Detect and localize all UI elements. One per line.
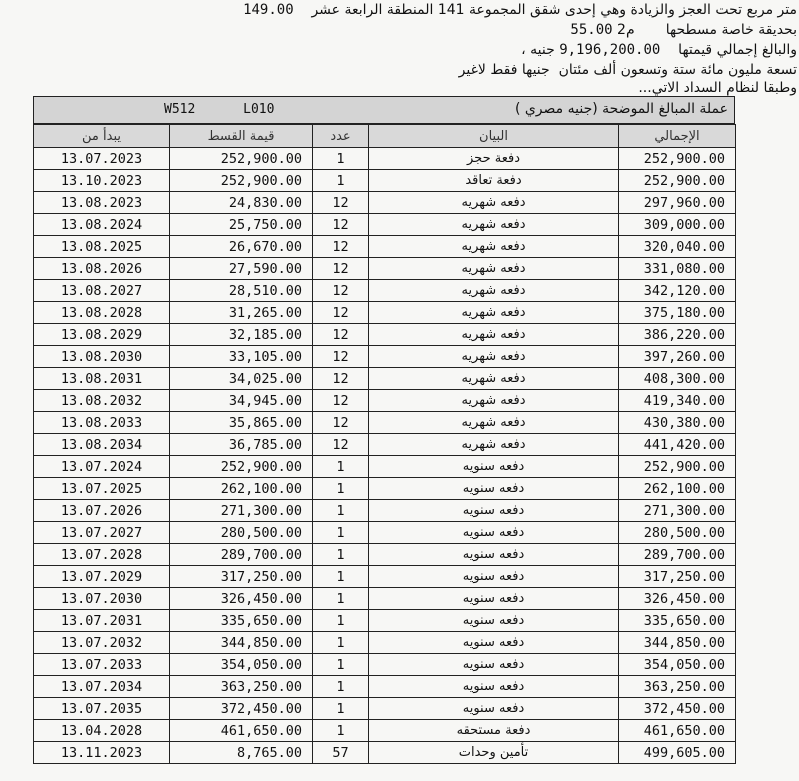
cell-statement: دفعه شهريه bbox=[369, 390, 619, 412]
header-line1-text: متر مربع تحت العجز والزيادة وهي إحدى شقق المجموعة 141 المنطقة الرابعة عشر bbox=[311, 2, 797, 18]
col-total: الإجمالي bbox=[619, 125, 736, 148]
col-statement: البيان bbox=[369, 125, 619, 148]
cell-statement: دفعه شهريه bbox=[369, 258, 619, 280]
cell-count: 1 bbox=[313, 456, 369, 478]
cell-total: 262,100.00 bbox=[619, 478, 736, 500]
payment-schedule bbox=[33, 96, 735, 764]
table-row bbox=[34, 434, 736, 456]
cell-installment: 280,500.00 bbox=[170, 522, 313, 544]
cell-total: 363,250.00 bbox=[619, 676, 736, 698]
cell-start: 13.07.2023 bbox=[34, 148, 170, 170]
table-row bbox=[34, 236, 736, 258]
cell-count: 1 bbox=[313, 148, 369, 170]
table-row bbox=[34, 346, 736, 368]
cell-installment: 31,265.00 bbox=[170, 302, 313, 324]
cell-statement: دفعه سنويه bbox=[369, 654, 619, 676]
header-total-unit: جنيه ، bbox=[521, 42, 555, 58]
cell-statement: دفعه شهريه bbox=[369, 368, 619, 390]
table-row bbox=[34, 654, 736, 676]
cell-installment: 262,100.00 bbox=[170, 478, 313, 500]
cell-installment: 34,025.00 bbox=[170, 368, 313, 390]
cell-total: 386,220.00 bbox=[619, 324, 736, 346]
table-row bbox=[34, 412, 736, 434]
header-garden-value: 55.00 bbox=[570, 22, 613, 38]
cell-total: 419,340.00 bbox=[619, 390, 736, 412]
cell-statement: دفعة حجز bbox=[369, 148, 619, 170]
table-row bbox=[34, 258, 736, 280]
cell-statement: دفعة تعاقد bbox=[369, 170, 619, 192]
cell-count: 12 bbox=[313, 214, 369, 236]
cell-total: 344,850.00 bbox=[619, 632, 736, 654]
unit-codes bbox=[164, 102, 274, 117]
table-row bbox=[34, 566, 736, 588]
cell-installment: 271,300.00 bbox=[170, 500, 313, 522]
cell-statement: دفعه شهريه bbox=[369, 214, 619, 236]
table-row bbox=[34, 544, 736, 566]
header-line-2 bbox=[570, 22, 797, 38]
table-row bbox=[34, 676, 736, 698]
cell-total: 280,500.00 bbox=[619, 522, 736, 544]
cell-total: 461,650.00 bbox=[619, 720, 736, 742]
cell-start: 13.11.2023 bbox=[34, 742, 170, 764]
cell-count: 12 bbox=[313, 324, 369, 346]
cell-installment: 461,650.00 bbox=[170, 720, 313, 742]
cell-installment: 28,510.00 bbox=[170, 280, 313, 302]
cell-statement: دفعه شهريه bbox=[369, 280, 619, 302]
cell-start: 13.07.2034 bbox=[34, 676, 170, 698]
cell-count: 1 bbox=[313, 522, 369, 544]
table-row bbox=[34, 720, 736, 742]
col-count: عدد bbox=[313, 125, 369, 148]
cell-start: 13.08.2027 bbox=[34, 280, 170, 302]
cell-statement: دفعة مستحقه bbox=[369, 720, 619, 742]
cell-total: 317,250.00 bbox=[619, 566, 736, 588]
code-left: W512 bbox=[164, 102, 196, 117]
table-row bbox=[34, 170, 736, 192]
currency-label: عملة المبالغ الموضحة (جنيه مصري ) bbox=[514, 101, 728, 117]
cell-count: 12 bbox=[313, 258, 369, 280]
table-title-bar bbox=[33, 96, 735, 124]
cell-statement: دفعه سنويه bbox=[369, 676, 619, 698]
table-row bbox=[34, 302, 736, 324]
cell-start: 13.04.2028 bbox=[34, 720, 170, 742]
header-area-value: 149.00 bbox=[243, 2, 294, 18]
cell-total: 297,960.00 bbox=[619, 192, 736, 214]
cell-count: 12 bbox=[313, 192, 369, 214]
cell-total: 342,120.00 bbox=[619, 280, 736, 302]
cell-statement: دفعه سنويه bbox=[369, 698, 619, 720]
cell-installment: 354,050.00 bbox=[170, 654, 313, 676]
cell-installment: 372,450.00 bbox=[170, 698, 313, 720]
cell-total: 331,080.00 bbox=[619, 258, 736, 280]
cell-total: 375,180.00 bbox=[619, 302, 736, 324]
cell-total: 499,605.00 bbox=[619, 742, 736, 764]
col-start: يبدأ من bbox=[34, 125, 170, 148]
cell-start: 13.08.2028 bbox=[34, 302, 170, 324]
table-header-row bbox=[34, 125, 736, 148]
cell-start: 13.08.2034 bbox=[34, 434, 170, 456]
cell-count: 12 bbox=[313, 236, 369, 258]
cell-statement: دفعه شهريه bbox=[369, 192, 619, 214]
col-installment: قيمة القسط bbox=[170, 125, 313, 148]
table-row bbox=[34, 456, 736, 478]
table-row bbox=[34, 478, 736, 500]
cell-statement: دفعه شهريه bbox=[369, 346, 619, 368]
cell-count: 12 bbox=[313, 434, 369, 456]
cell-count: 12 bbox=[313, 280, 369, 302]
cell-installment: 289,700.00 bbox=[170, 544, 313, 566]
cell-installment: 363,250.00 bbox=[170, 676, 313, 698]
cell-count: 1 bbox=[313, 170, 369, 192]
header-line-1 bbox=[243, 2, 797, 18]
cell-total: 354,050.00 bbox=[619, 654, 736, 676]
cell-total: 289,700.00 bbox=[619, 544, 736, 566]
cell-start: 13.08.2030 bbox=[34, 346, 170, 368]
cell-installment: 25,750.00 bbox=[170, 214, 313, 236]
cell-total: 320,040.00 bbox=[619, 236, 736, 258]
cell-count: 1 bbox=[313, 544, 369, 566]
cell-start: 13.08.2026 bbox=[34, 258, 170, 280]
cell-start: 13.07.2025 bbox=[34, 478, 170, 500]
cell-start: 13.07.2029 bbox=[34, 566, 170, 588]
cell-count: 1 bbox=[313, 720, 369, 742]
header-total-value: 9,196,200.00 bbox=[559, 42, 661, 58]
cell-total: 309,000.00 bbox=[619, 214, 736, 236]
cell-statement: دفعه شهريه bbox=[369, 236, 619, 258]
cell-statement: دفعه سنويه bbox=[369, 500, 619, 522]
cell-count: 1 bbox=[313, 698, 369, 720]
header-line2-text: بحديقة خاصة مسطحها bbox=[665, 22, 797, 38]
table-row bbox=[34, 742, 736, 764]
cell-statement: دفعه سنويه bbox=[369, 566, 619, 588]
cell-start: 13.07.2032 bbox=[34, 632, 170, 654]
cell-count: 1 bbox=[313, 588, 369, 610]
cell-start: 13.07.2035 bbox=[34, 698, 170, 720]
cell-start: 13.07.2031 bbox=[34, 610, 170, 632]
header-line3-text: والبالغ إجمالي قيمتها bbox=[678, 42, 797, 58]
cell-count: 57 bbox=[313, 742, 369, 764]
cell-total: 326,450.00 bbox=[619, 588, 736, 610]
cell-statement: دفعه سنويه bbox=[369, 588, 619, 610]
cell-statement: دفعه سنويه bbox=[369, 610, 619, 632]
cell-count: 1 bbox=[313, 478, 369, 500]
cell-statement: دفعه شهريه bbox=[369, 324, 619, 346]
cell-start: 13.07.2033 bbox=[34, 654, 170, 676]
cell-installment: 252,900.00 bbox=[170, 170, 313, 192]
cell-start: 13.08.2033 bbox=[34, 412, 170, 434]
cell-start: 13.08.2023 bbox=[34, 192, 170, 214]
cell-count: 12 bbox=[313, 302, 369, 324]
table-row bbox=[34, 192, 736, 214]
cell-installment: 8,765.00 bbox=[170, 742, 313, 764]
cell-total: 430,380.00 bbox=[619, 412, 736, 434]
table-row bbox=[34, 698, 736, 720]
header-line-5: وطبقا لنظام السداد الاتي... bbox=[638, 80, 797, 96]
cell-installment: 32,185.00 bbox=[170, 324, 313, 346]
cell-start: 13.08.2029 bbox=[34, 324, 170, 346]
cell-total: 252,900.00 bbox=[619, 456, 736, 478]
cell-total: 252,900.00 bbox=[619, 148, 736, 170]
cell-start: 13.07.2027 bbox=[34, 522, 170, 544]
cell-statement: دفعه سنويه bbox=[369, 456, 619, 478]
cell-count: 12 bbox=[313, 368, 369, 390]
cell-installment: 24,830.00 bbox=[170, 192, 313, 214]
cell-installment: 252,900.00 bbox=[170, 456, 313, 478]
cell-total: 271,300.00 bbox=[619, 500, 736, 522]
cell-total: 252,900.00 bbox=[619, 170, 736, 192]
cell-installment: 335,650.00 bbox=[170, 610, 313, 632]
cell-total: 397,260.00 bbox=[619, 346, 736, 368]
cell-installment: 26,670.00 bbox=[170, 236, 313, 258]
cell-count: 1 bbox=[313, 566, 369, 588]
table-row bbox=[34, 214, 736, 236]
cell-count: 12 bbox=[313, 412, 369, 434]
cell-count: 1 bbox=[313, 676, 369, 698]
table-row bbox=[34, 368, 736, 390]
table-row bbox=[34, 280, 736, 302]
cell-start: 13.10.2023 bbox=[34, 170, 170, 192]
cell-installment: 34,945.00 bbox=[170, 390, 313, 412]
cell-count: 12 bbox=[313, 346, 369, 368]
schedule-table bbox=[33, 124, 736, 764]
cell-start: 13.08.2031 bbox=[34, 368, 170, 390]
table-row bbox=[34, 390, 736, 412]
cell-start: 13.08.2032 bbox=[34, 390, 170, 412]
table-row bbox=[34, 610, 736, 632]
cell-total: 372,450.00 bbox=[619, 698, 736, 720]
cell-total: 408,300.00 bbox=[619, 368, 736, 390]
cell-count: 1 bbox=[313, 654, 369, 676]
cell-start: 13.08.2025 bbox=[34, 236, 170, 258]
table-row bbox=[34, 500, 736, 522]
cell-start: 13.08.2024 bbox=[34, 214, 170, 236]
cell-installment: 35,865.00 bbox=[170, 412, 313, 434]
table-row bbox=[34, 522, 736, 544]
header-line-4: تسعة مليون مائة ستة وتسعون ألف مئتان جنيها فقط لاغير bbox=[458, 62, 797, 78]
cell-installment: 344,850.00 bbox=[170, 632, 313, 654]
cell-start: 13.07.2026 bbox=[34, 500, 170, 522]
cell-count: 12 bbox=[313, 390, 369, 412]
header-garden-unit: م2 bbox=[617, 22, 635, 38]
cell-installment: 252,900.00 bbox=[170, 148, 313, 170]
cell-total: 335,650.00 bbox=[619, 610, 736, 632]
cell-count: 1 bbox=[313, 500, 369, 522]
table-row bbox=[34, 148, 736, 170]
cell-statement: دفعه شهريه bbox=[369, 434, 619, 456]
header-line-3 bbox=[521, 42, 797, 58]
cell-statement: دفعه سنويه bbox=[369, 544, 619, 566]
table-row bbox=[34, 588, 736, 610]
table-row bbox=[34, 324, 736, 346]
cell-start: 13.07.2028 bbox=[34, 544, 170, 566]
cell-statement: دفعه سنويه bbox=[369, 478, 619, 500]
cell-start: 13.07.2030 bbox=[34, 588, 170, 610]
cell-statement: تأمين وحدات bbox=[369, 742, 619, 764]
cell-installment: 317,250.00 bbox=[170, 566, 313, 588]
cell-installment: 27,590.00 bbox=[170, 258, 313, 280]
cell-statement: دفعه شهريه bbox=[369, 412, 619, 434]
cell-statement: دفعه سنويه bbox=[369, 632, 619, 654]
cell-statement: دفعه شهريه bbox=[369, 302, 619, 324]
cell-count: 1 bbox=[313, 632, 369, 654]
code-right: L010 bbox=[243, 102, 275, 117]
cell-total: 441,420.00 bbox=[619, 434, 736, 456]
table-row bbox=[34, 632, 736, 654]
cell-statement: دفعه سنويه bbox=[369, 522, 619, 544]
cell-installment: 326,450.00 bbox=[170, 588, 313, 610]
cell-start: 13.07.2024 bbox=[34, 456, 170, 478]
cell-installment: 33,105.00 bbox=[170, 346, 313, 368]
cell-installment: 36,785.00 bbox=[170, 434, 313, 456]
cell-count: 1 bbox=[313, 610, 369, 632]
